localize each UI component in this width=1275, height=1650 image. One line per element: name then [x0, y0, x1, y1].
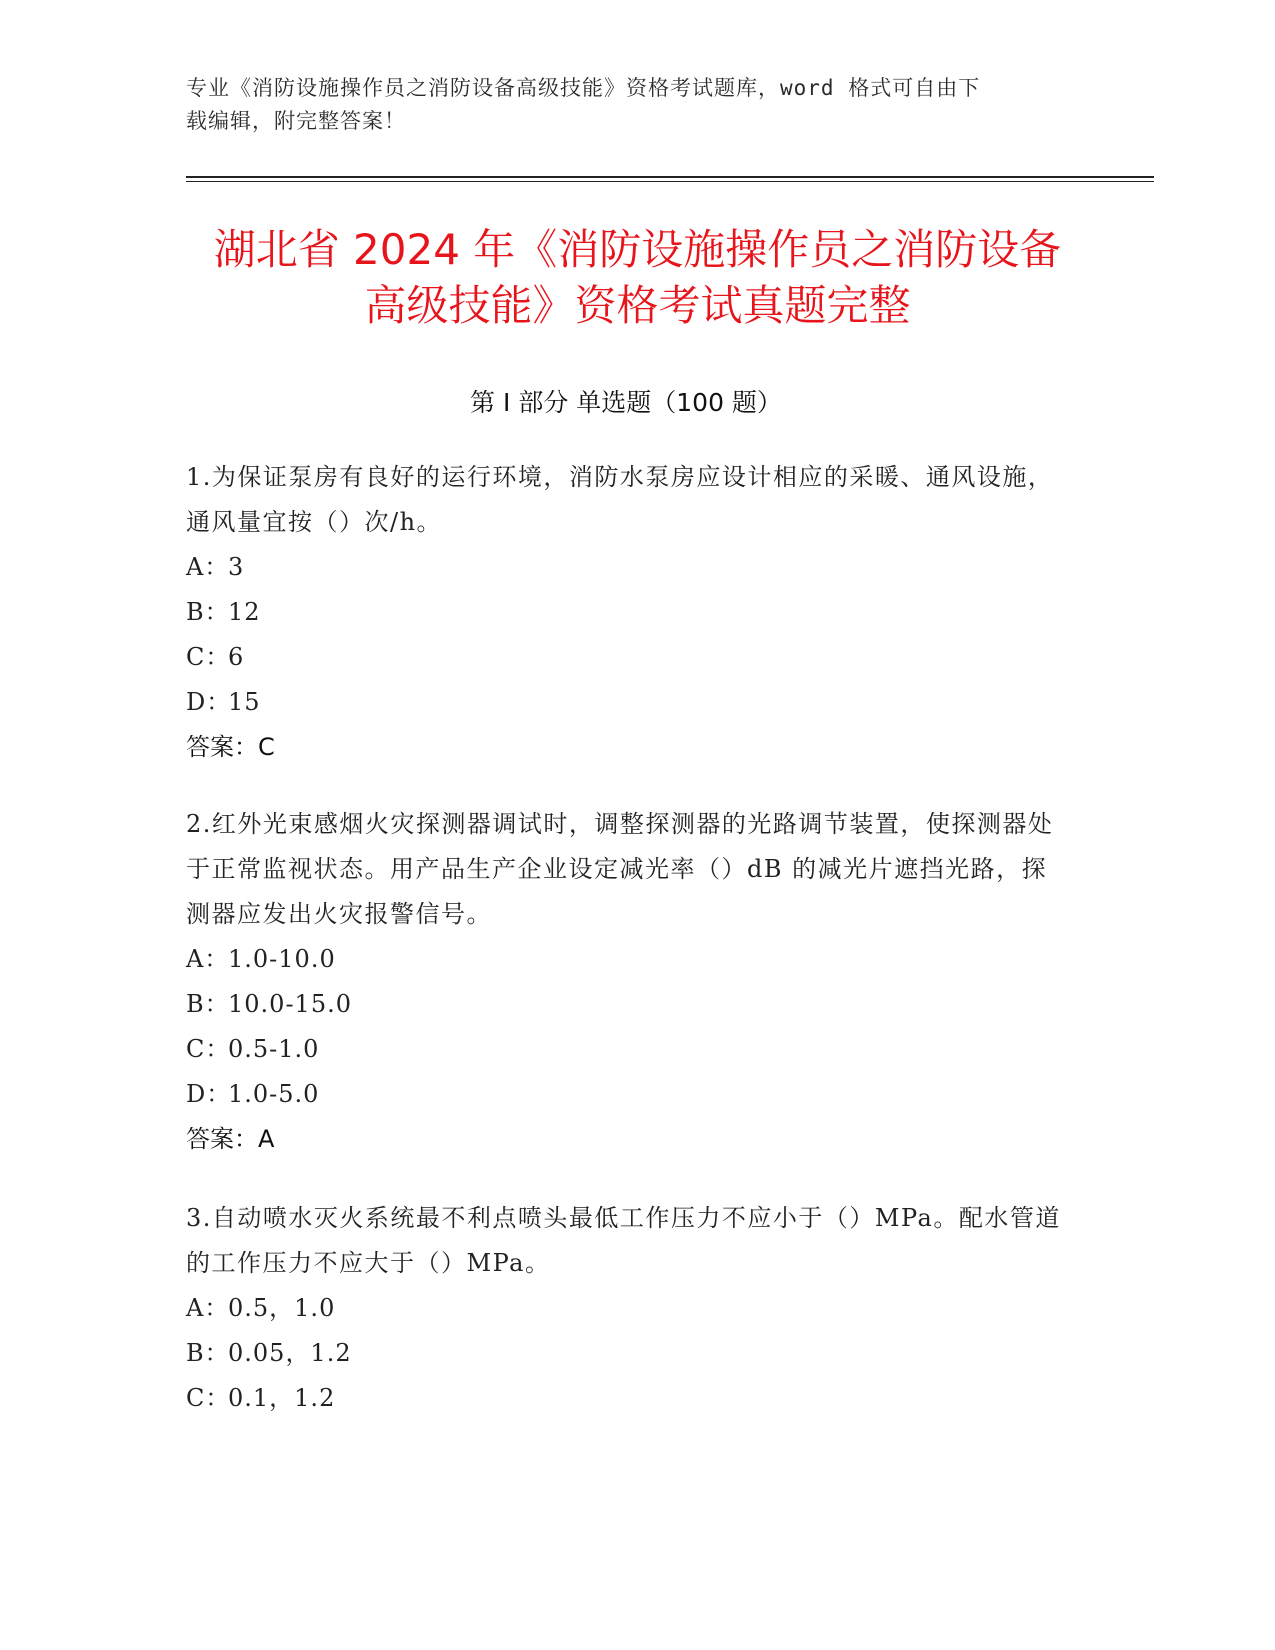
option-a [186, 1286, 1066, 1331]
option-label: C： [186, 1384, 231, 1412]
option-text: 6 [228, 643, 245, 671]
option-text: 0.05，1.2 [228, 1339, 352, 1367]
option-b [186, 1331, 1066, 1376]
option-text: 1.0-5.0 [228, 1080, 320, 1108]
option-label: B： [186, 990, 230, 1018]
option-b [186, 982, 1066, 1027]
option-a [186, 937, 1066, 982]
header-rule-thick [186, 176, 1154, 178]
question-2 [186, 802, 1066, 1162]
option-text: 0.1，1.2 [228, 1384, 336, 1412]
question-stem: 2.红外光束感烟火灾探测器调试时，调整探测器的光路调节装置，使探测器处于正常监视状态。用产品生产企业设定减光率（）dB 的减光片遮挡光路，探测器应发出火灾报警信号。 [186, 810, 1054, 928]
header-rule-thin [186, 181, 1154, 182]
title-line-1: 湖北省 2024 年《消防设施操作员之消防设备 [213, 225, 1062, 274]
option-label: D： [186, 688, 232, 716]
question-stem: 1.为保证泵房有良好的运行环境，消防水泵房应设计相应的采暖、通风设施，通风量宜按（）次/h。 [186, 463, 1054, 536]
option-text: 10.0-15.0 [228, 990, 352, 1018]
title-line-2: 高级技能》资格考试真题完整 [364, 281, 911, 330]
option-d [186, 680, 1066, 725]
option-text: 3 [228, 553, 245, 581]
option-a [186, 545, 1066, 590]
option-text: 12 [228, 598, 261, 626]
option-d [186, 1072, 1066, 1117]
document-title [150, 222, 1125, 334]
option-label: B： [186, 598, 230, 626]
answer: 答案：C [186, 733, 275, 761]
intro-text [186, 72, 1066, 138]
option-c [186, 635, 1066, 680]
question-1 [186, 455, 1066, 770]
option-text: 0.5，1.0 [228, 1294, 336, 1322]
option-label: A： [186, 945, 230, 973]
intro-line-1: 专业《消防设施操作员之消防设备高级技能》资格考试题库，word 格式可自由下 [186, 76, 981, 100]
section-heading: 第 I 部分 单选题（100 题） [470, 388, 782, 417]
question-3 [186, 1196, 1066, 1421]
intro-line-2: 载编辑，附完整答案！ [186, 109, 406, 133]
answer: 答案：A [186, 1125, 275, 1153]
option-label: B： [186, 1339, 230, 1367]
option-label: C： [186, 1035, 231, 1063]
option-label: C： [186, 643, 231, 671]
question-stem: 3.自动喷水灭火系统最不利点喷头最低工作压力不应小于（）MPa。配水管道的工作压力不应大于（）MPa。 [186, 1204, 1061, 1277]
option-label: A： [186, 553, 230, 581]
option-label: D： [186, 1080, 232, 1108]
option-c [186, 1376, 1066, 1421]
option-text: 0.5-1.0 [228, 1035, 320, 1063]
option-label: A： [186, 1294, 230, 1322]
option-c [186, 1027, 1066, 1072]
option-text: 15 [228, 688, 261, 716]
option-text: 1.0-10.0 [228, 945, 336, 973]
option-b [186, 590, 1066, 635]
